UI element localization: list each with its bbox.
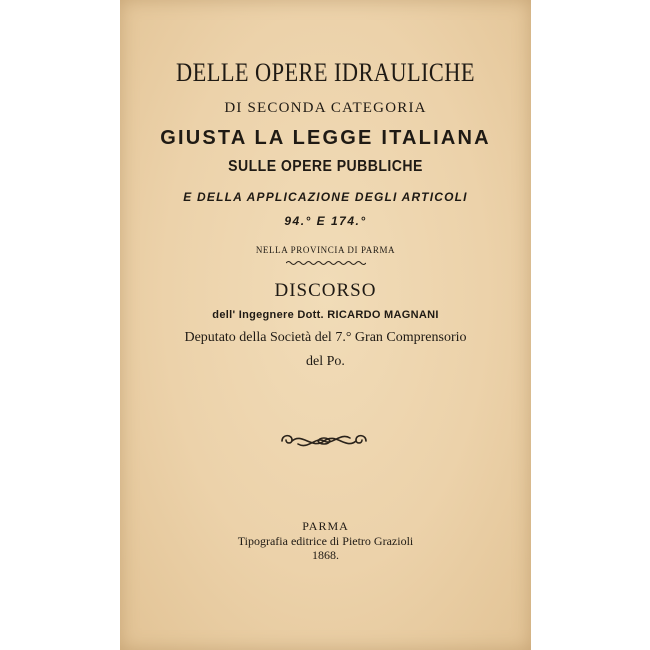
main-title: DELLE OPERE IDRAULICHE bbox=[176, 58, 475, 87]
subtitle-article-numbers: 94.° E 174.° bbox=[284, 214, 367, 228]
scroll-ornament-icon bbox=[274, 428, 374, 454]
imprint-year: 1868. bbox=[312, 548, 339, 562]
deputy-line: Deputato della Società del 7.° Gran Comprensorio bbox=[184, 330, 467, 345]
wavy-rule-icon bbox=[286, 259, 366, 267]
author-line: dell' Ingegnere Dott. RICARDO MAGNANI bbox=[212, 309, 439, 321]
title-page bbox=[120, 0, 531, 650]
subtitle-articles: E DELLA APPLICAZIONE DEGLI ARTICOLI bbox=[183, 190, 468, 204]
subtitle-category: DI SECONDA CATEGORIA bbox=[224, 100, 427, 116]
discourse-heading: DISCORSO bbox=[274, 280, 377, 301]
subtitle-law: GIUSTA LA LEGGE ITALIANA bbox=[160, 127, 491, 149]
po-line: del Po. bbox=[306, 354, 345, 369]
subtitle-public-works: SULLE OPERE PUBBLICHE bbox=[228, 158, 423, 175]
imprint-city: PARMA bbox=[302, 519, 349, 533]
imprint-printer: Tipografia editrice di Pietro Grazioli bbox=[237, 534, 414, 548]
province-line: NELLA PROVINCIA DI PARMA bbox=[255, 245, 396, 255]
